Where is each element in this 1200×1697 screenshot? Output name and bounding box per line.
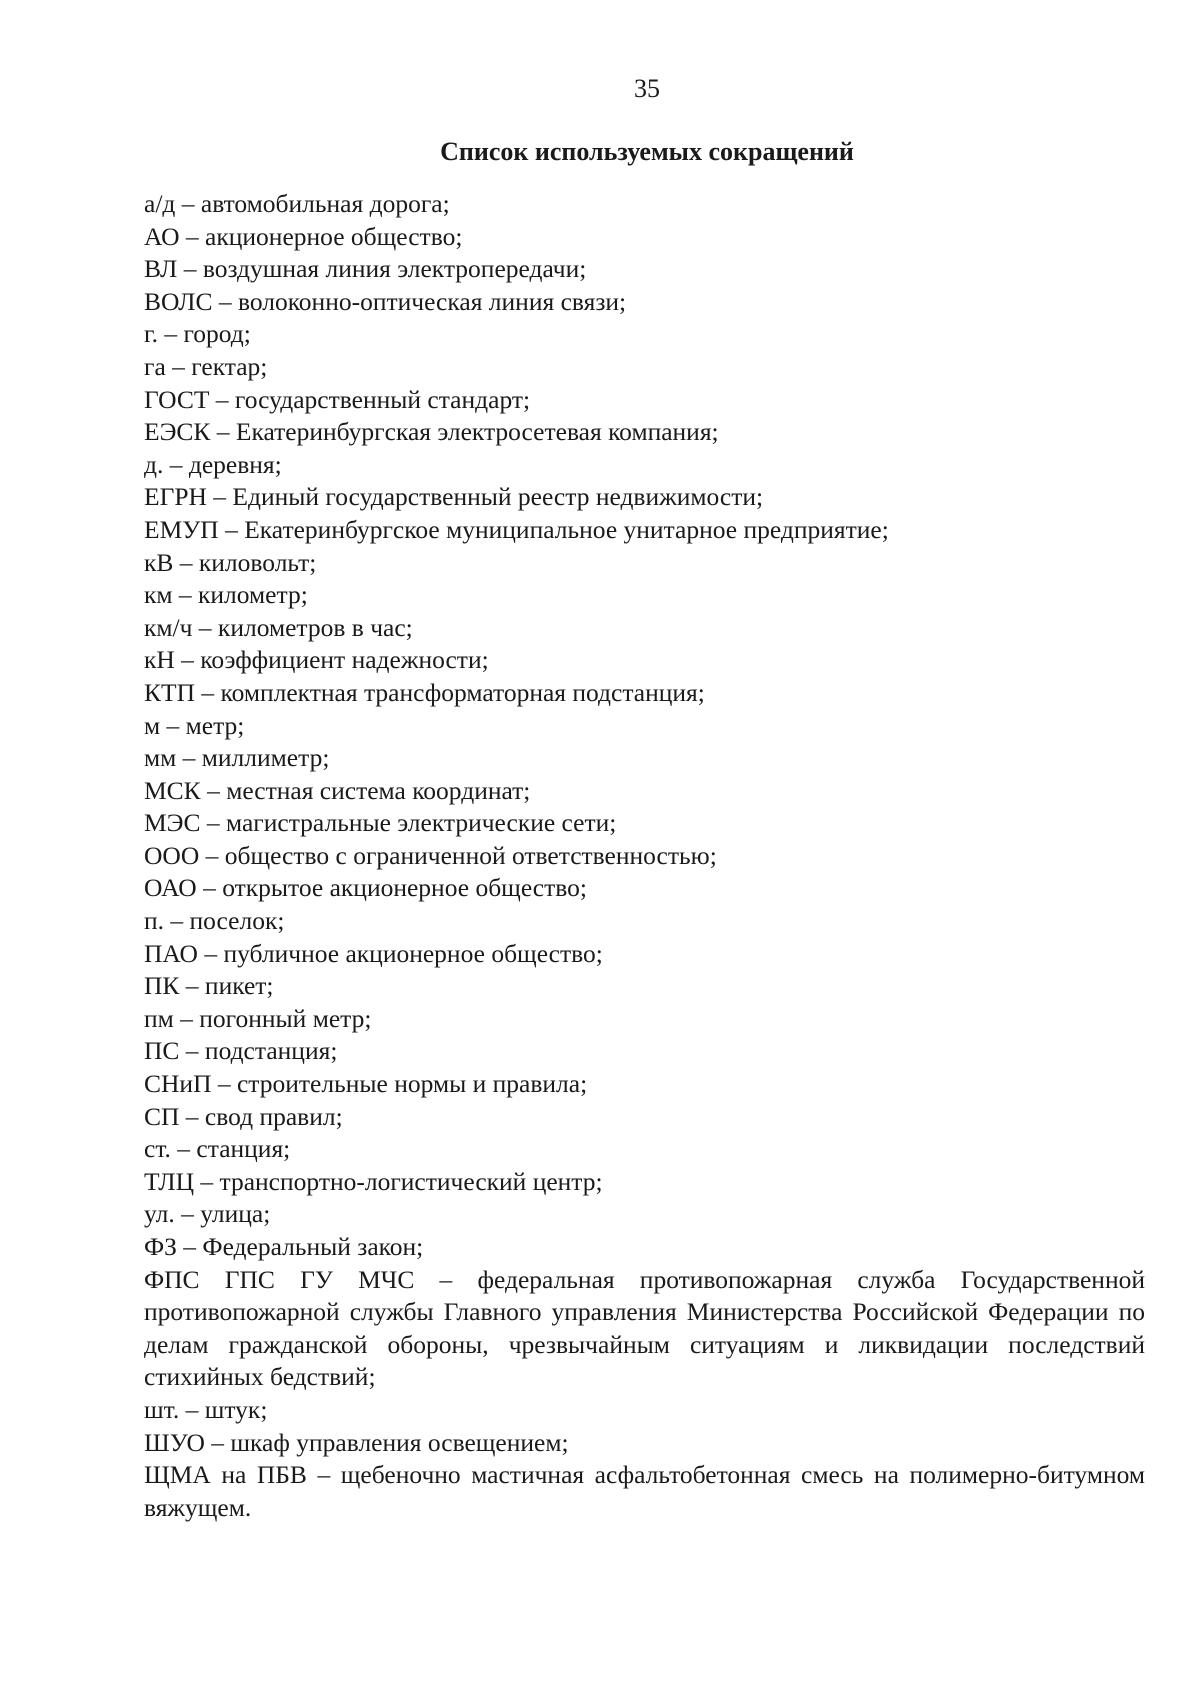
- abbreviation-entry: АО – акционерное общество;: [144, 221, 463, 251]
- abbreviation-entry: ЕЭСК – Екатеринбургская электросетевая компания;: [144, 417, 719, 447]
- abbreviation-entry: ВОЛС – волоконно-оптическая линия связи;: [144, 286, 627, 316]
- abbreviation-entry: шт. – штук;: [144, 1394, 268, 1424]
- abbreviation-entry: мм – миллиметр;: [144, 743, 330, 773]
- abbreviation-entry: д. – деревня;: [144, 449, 282, 479]
- abbreviation-entry: м – метр;: [144, 710, 245, 740]
- abbreviation-entry: ТЛЦ – транспортно-логистический центр;: [144, 1166, 603, 1196]
- abbreviation-entry: ОАО – открытое акционерное общество;: [144, 873, 587, 903]
- abbreviation-entry: ул. – улица;: [144, 1199, 271, 1229]
- abbreviation-entry: га – гектар;: [144, 351, 268, 381]
- abbreviation-entry: кВ – киловольт;: [144, 547, 317, 577]
- abbreviation-entry: МСК – местная система координат;: [144, 775, 531, 805]
- abbreviation-entry: ООО – общество с ограниченной ответственностью;: [144, 840, 717, 870]
- abbreviation-entry: п. – поселок;: [144, 906, 285, 936]
- abbreviation-entry: СП – свод правил;: [144, 1101, 343, 1131]
- abbreviation-entry: КТП – комплектная трансформаторная подстанция;: [144, 677, 705, 707]
- abbreviation-entry: ГОСТ – государственный стандарт;: [144, 384, 531, 414]
- abbreviation-entry: км – километр;: [144, 580, 308, 610]
- abbreviation-entry: пм – погонный метр;: [144, 1003, 372, 1033]
- page-title: Список используемых сокращений: [440, 137, 854, 166]
- abbreviation-entry: ЕМУП – Екатеринбургское муниципальное унитарное предприятие;: [144, 514, 889, 544]
- abbreviation-entry: ШУО – шкаф управления освещением;: [144, 1427, 569, 1457]
- abbreviation-entry: ПАО – публичное акционерное общество;: [144, 938, 603, 968]
- abbreviation-entry: а/д – автомобильная дорога;: [144, 189, 450, 218]
- abbreviation-entry: СНиП – строительные нормы и правила;: [144, 1069, 588, 1099]
- abbreviation-entry: ПС – подстанция;: [144, 1036, 338, 1066]
- abbreviation-entry: г. – город;: [144, 319, 251, 349]
- abbreviation-entry: ЩМА на ПБВ – щебеночно мастичная асфальтобетонная смесь на полимерно-битумном вяжущем.: [144, 1460, 1145, 1522]
- abbreviation-entry: ЕГРН – Единый государственный реестр недвижимости;: [144, 482, 764, 512]
- abbreviation-entry: ФЗ – Федеральный закон;: [144, 1232, 424, 1261]
- abbreviation-entry: ПК – пикет;: [144, 971, 274, 1001]
- abbreviation-entry: ст. – станция;: [144, 1134, 291, 1164]
- abbreviation-list: [144, 188, 1145, 1524]
- page-number: 35: [634, 74, 660, 103]
- abbreviation-entry: МЭС – магистральные электрические сети;: [144, 808, 617, 838]
- abbreviation-entry: ФПС ГПС ГУ МЧС – федеральная противопожарная служба Государственной противопожарной службы Главного управления Министерства Российской Федерации по делам гражданской обороны, чрезвычайным ситуациям и ликвидации последствий стихийных бедствий;: [144, 1264, 1145, 1392]
- abbreviation-entry: км/ч – километров в час;: [144, 612, 413, 642]
- abbreviation-entry: ВЛ – воздушная линия электропередачи;: [144, 254, 587, 284]
- abbreviation-entry: кН – коэффициент надежности;: [144, 645, 489, 675]
